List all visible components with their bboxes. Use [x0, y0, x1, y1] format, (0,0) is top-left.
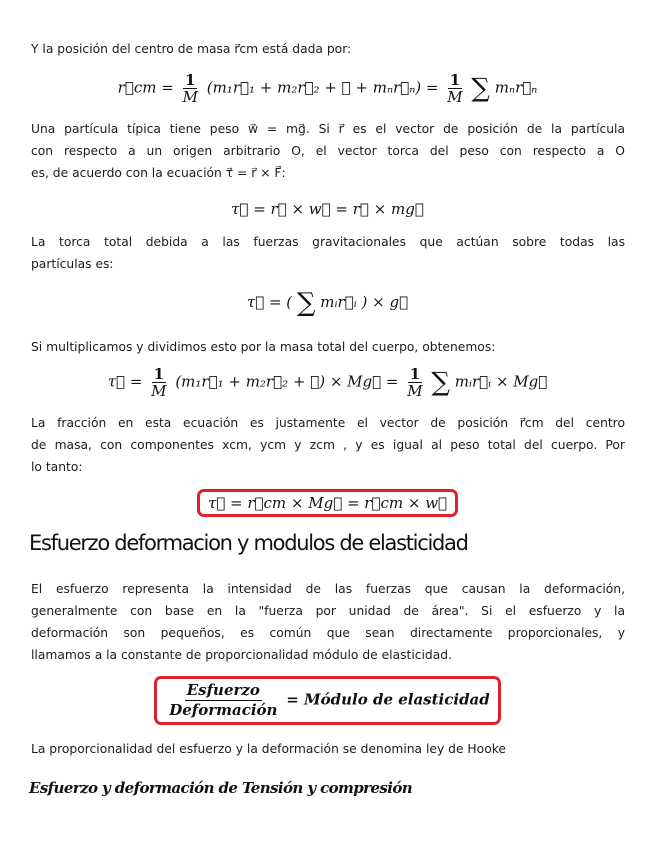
paragraph-esfuerzo [31, 578, 625, 666]
paragraph-centro-de-masa: Y la posición del centro de masa r⃗cm está dada por: [31, 42, 352, 56]
eq1-mid: (m₁r⃗₁ + m₂r⃗₂ + ⋯ + mₙr⃗ₙ) = [206, 78, 439, 97]
p2-line1: Una partícula típica tiene peso w⃗ = mg⃗. Si r⃗ es el vector de posición de la partícula [31, 122, 625, 136]
eq4-frac2-num: 1 [409, 365, 421, 383]
p6-line2: generalmente con base en la "fuerza por unidad de área". Si el esfuerzo y la [31, 604, 625, 618]
equation-torca-final [0, 489, 655, 517]
p3-line2: partículas es: [31, 257, 114, 271]
eq3-inner: mᵢr⃗ᵢ [320, 293, 357, 311]
p5-line2: de masa, con componentes xcm, ycm y zcm , y es igual al peso total del cuerpo. Por [31, 438, 625, 452]
eq4-frac1-den: M [151, 382, 167, 400]
fraction-denominator: Deformación [169, 701, 278, 719]
equation-torca-masa-total [0, 366, 655, 399]
summation-symbol: ∑ [296, 288, 316, 318]
p6-line4: llamamos a la constante de proporcionalidad módulo de elasticidad. [31, 648, 452, 662]
p6-line1: El esfuerzo representa la intensidad de las fuerzas que causan la deformación, [31, 582, 625, 596]
eq4-frac1-num: 1 [153, 365, 165, 383]
eq3-lhs: τ⃗ = ( [246, 293, 293, 311]
fraction-numerator: Esfuerzo [186, 681, 260, 699]
equation-torca-peso: τ⃗ = r⃗ × w⃗ = r⃗ × mg⃗ [231, 200, 424, 218]
p5-line3: lo tanto: [31, 460, 83, 474]
eq4-frac2-den: M [407, 382, 423, 400]
eq1-frac2-num: 1 [449, 71, 461, 89]
p2-line3: es, de acuerdo con la ecuación τ⃗ = r⃗ × F⃗: [31, 166, 286, 180]
paragraph-hooke: La proporcionalidad del esfuerzo y la deformación se denomina ley de Hooke [31, 742, 506, 756]
eq4-lhs: τ⃗ = [107, 372, 143, 391]
eq1-frac2-den: M [447, 88, 463, 106]
equation-modulo-elasticidad [0, 676, 655, 725]
eq1-fraction-2 [445, 72, 464, 105]
summation-symbol: ∑ [431, 367, 450, 398]
stress-strain-fraction [167, 681, 279, 720]
p6-line3: deformación son pequeños, es común que sean directamente proporcionales, y [31, 626, 625, 640]
summation-symbol: ∑ [471, 73, 490, 104]
eq4-mid: (m₁r⃗₁ + m₂r⃗₂ + ⋯) × Mg⃗ = [175, 372, 399, 391]
section-heading-esfuerzo: Esfuerzo deformacion y modulos de elasticidad [29, 531, 468, 555]
eq4-fraction-2 [405, 366, 424, 399]
paragraph-multiplicamos: Si multiplicamos y dividimos esto por la masa total del cuerpo, obtenemos: [31, 340, 496, 354]
section-heading-tension: Esfuerzo y deformación de Tensión y compresión [29, 779, 413, 797]
p5-line1: La fracción en esta ecuación es justamente el vector de posición r⃗cm del centro [31, 416, 625, 430]
eq4-rhs: mᵢr⃗ᵢ × Mg⃗ [454, 372, 548, 391]
p2-line2: con respecto a un origen arbitrario O, el vector torca del peso con respecto a O [31, 144, 625, 158]
paragraph-particula-tipica [31, 118, 625, 184]
eq6-rhs: = Módulo de elasticidad [286, 690, 490, 709]
equation-centro-de-masa [0, 72, 655, 105]
eq3-rhs: ) × g⃗ [361, 293, 409, 311]
eq1-fraction-1 [181, 72, 200, 105]
highlighted-equation-box [154, 676, 501, 725]
eq1-frac1-den: M [182, 88, 198, 106]
equation-torca-suma [0, 288, 655, 318]
p3-line1: La torca total debida a las fuerzas gravitacionales que actúan sobre todas las [31, 235, 625, 249]
paragraph-fraccion [31, 412, 625, 478]
paragraph-torca-total [31, 231, 625, 275]
eq1-lhs: r⃗cm = [117, 78, 174, 97]
eq1-rhs: mₙr⃗ₙ [494, 78, 538, 97]
eq4-fraction-1 [149, 366, 168, 399]
highlighted-equation-box: τ⃗ = r⃗cm × Mg⃗ = r⃗cm × w⃗ [197, 489, 458, 517]
eq1-frac1-num: 1 [185, 71, 196, 89]
